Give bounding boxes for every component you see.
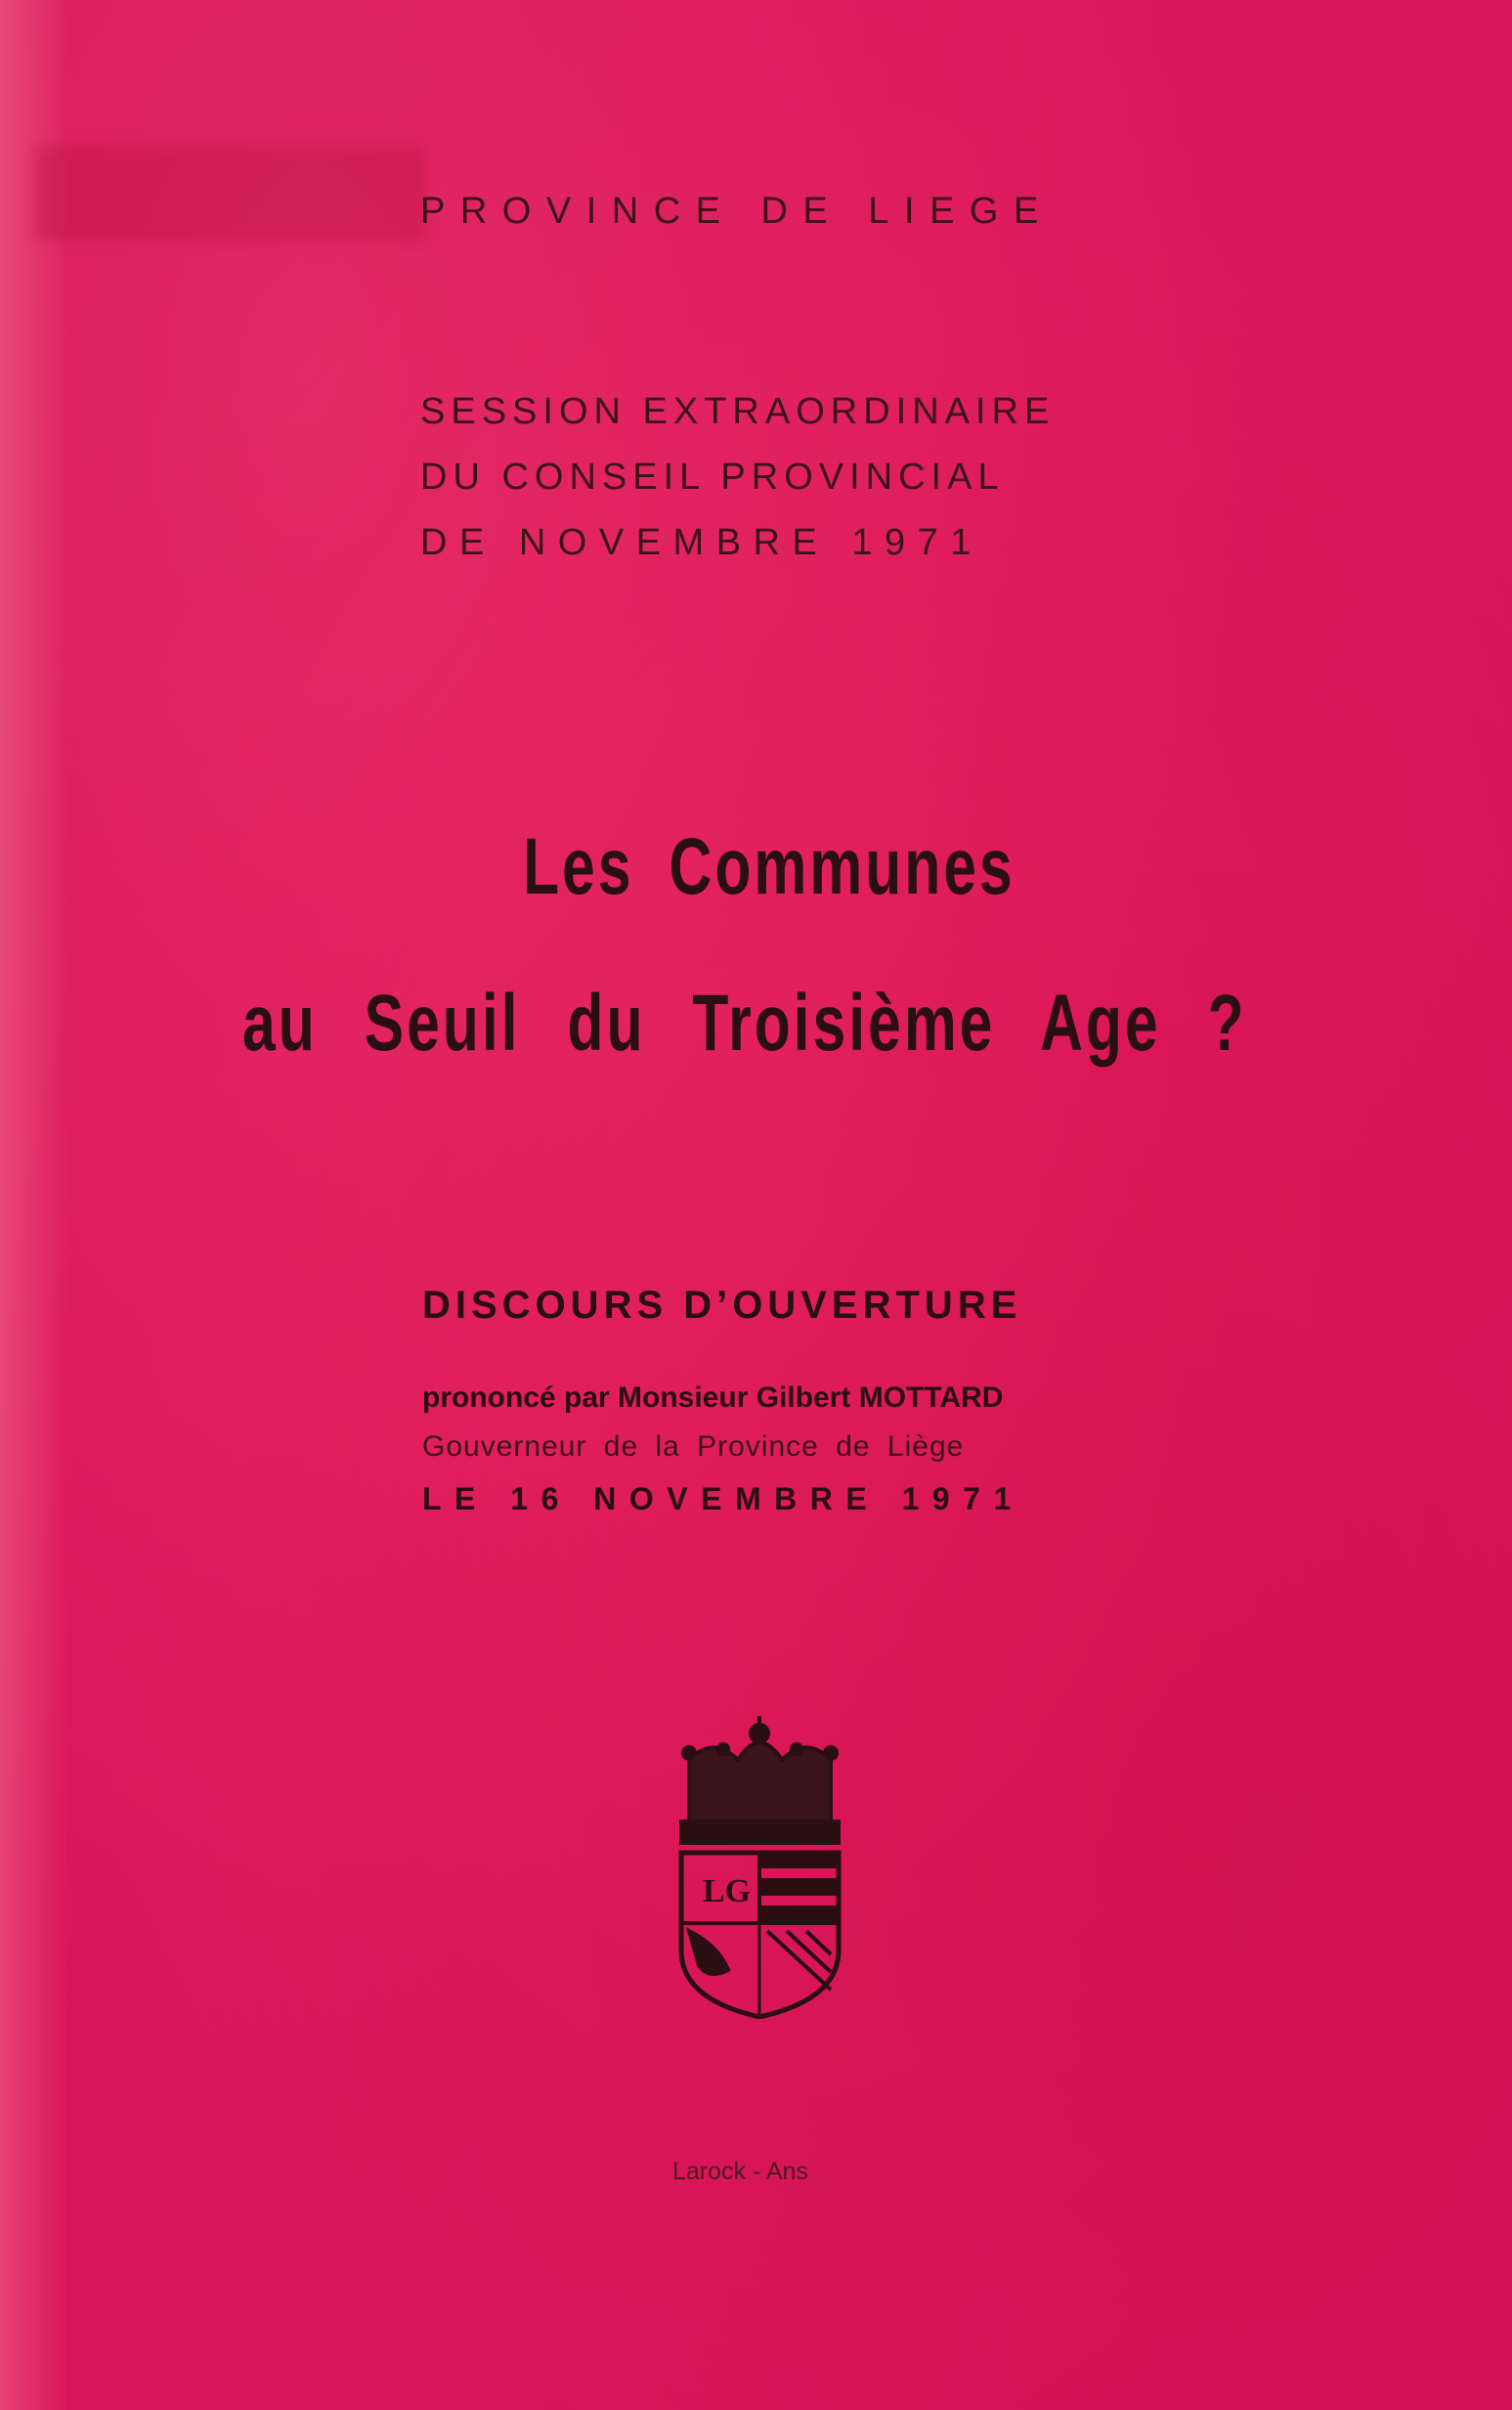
speaker-line: prononcé par Monsieur Gilbert MOTTARD <box>422 1381 1004 1414</box>
session-line-2: DU CONSEIL PROVINCIAL <box>420 457 1005 498</box>
session-line-1: SESSION EXTRAORDINAIRE <box>420 391 1056 432</box>
speech-date: LE 16 NOVEMBRE 1971 <box>422 1481 1024 1516</box>
cover-stain <box>34 147 425 240</box>
cover-edge <box>0 0 68 2410</box>
emblem-initials: LG <box>703 1873 752 1909</box>
speech-heading: DISCOURS D’OUVERTURE <box>422 1284 1022 1327</box>
session-line-3: DE NOVEMBRE 1971 <box>420 522 983 563</box>
publisher-imprint: Larock - Ans <box>672 2158 808 2185</box>
title-line-2: au Seuil du Troisième Age ? <box>242 979 1247 1068</box>
province-heading: PROVINCE DE LIEGE <box>420 191 1054 232</box>
speaker-role: Gouverneur de la Province de Liège <box>422 1430 965 1463</box>
title-line-1: Les Communes <box>523 822 1015 911</box>
coat-of-arms-icon <box>670 1716 850 2019</box>
